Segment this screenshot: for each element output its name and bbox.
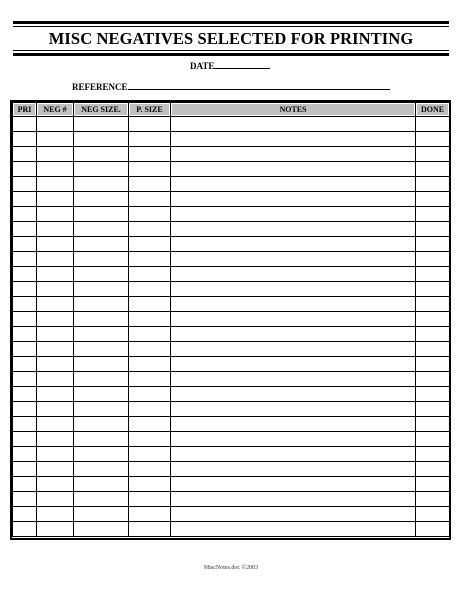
table-cell-notes[interactable] [171,252,416,267]
table-cell-neg-size[interactable] [74,342,129,357]
negatives-table [12,102,450,537]
table-cell-neg-num[interactable] [37,402,74,417]
table-row [13,267,450,282]
table-row [13,297,450,312]
table-cell-p-size[interactable] [129,147,171,162]
table-cell-neg-size[interactable] [74,297,129,312]
table-cell-done[interactable] [416,402,450,417]
table-row [13,237,450,252]
date-blank-line[interactable] [214,60,270,69]
table-cell-done[interactable] [416,177,450,192]
table-cell-pri[interactable] [13,402,37,417]
table-cell-notes[interactable] [171,417,416,432]
table-cell-neg-num[interactable] [37,477,74,492]
table-cell-pri[interactable] [13,357,37,372]
table-cell-p-size[interactable] [129,237,171,252]
table-cell-notes[interactable] [171,357,416,372]
table-cell-pri[interactable] [13,297,37,312]
table-cell-neg-size[interactable] [74,462,129,477]
table-cell-neg-num[interactable] [37,162,74,177]
column-header-notes: NOTES [171,103,416,117]
table-cell-notes[interactable] [171,327,416,342]
table-row [13,372,450,387]
table-cell-neg-num[interactable] [37,342,74,357]
table-cell-p-size[interactable] [129,132,171,147]
table-cell-p-size[interactable] [129,297,171,312]
table-cell-notes[interactable] [171,447,416,462]
table-cell-neg-num[interactable] [37,522,74,537]
table-cell-pri[interactable] [13,372,37,387]
table-body [13,117,450,537]
table-cell-neg-size[interactable] [74,372,129,387]
table-cell-pri[interactable] [13,477,37,492]
date-label: DATE [190,61,215,71]
table-cell-neg-num[interactable] [37,507,74,522]
table-cell-notes[interactable] [171,267,416,282]
table-cell-neg-size[interactable] [74,402,129,417]
table-cell-neg-num[interactable] [37,327,74,342]
table-row [13,222,450,237]
table-cell-p-size[interactable] [129,447,171,462]
table-cell-neg-num[interactable] [37,237,74,252]
table-cell-p-size[interactable] [129,192,171,207]
table-cell-neg-num[interactable] [37,132,74,147]
table-cell-neg-size[interactable] [74,117,129,132]
table-cell-neg-size[interactable] [74,327,129,342]
table-row [13,132,450,147]
table-cell-notes[interactable] [171,147,416,162]
table-cell-pri[interactable] [13,117,37,132]
table-cell-done[interactable] [416,147,450,162]
table-cell-done[interactable] [416,162,450,177]
table-cell-pri[interactable] [13,147,37,162]
table-cell-p-size[interactable] [129,312,171,327]
table-cell-neg-num[interactable] [37,312,74,327]
table-cell-notes[interactable] [171,342,416,357]
table-cell-done[interactable] [416,432,450,447]
table-cell-notes[interactable] [171,462,416,477]
table-cell-p-size[interactable] [129,522,171,537]
date-field[interactable] [190,60,270,71]
table-row [13,492,450,507]
table-cell-done[interactable] [416,447,450,462]
table-cell-neg-num[interactable] [37,492,74,507]
table-cell-p-size[interactable] [129,117,171,132]
table-cell-neg-size[interactable] [74,492,129,507]
table-row [13,432,450,447]
table-cell-notes[interactable] [171,297,416,312]
table-cell-done[interactable] [416,372,450,387]
table-cell-neg-num[interactable] [37,447,74,462]
table-cell-done[interactable] [416,477,450,492]
table-cell-neg-size[interactable] [74,477,129,492]
table-cell-neg-size[interactable] [74,252,129,267]
table-cell-neg-size[interactable] [74,507,129,522]
table-cell-neg-size[interactable] [74,312,129,327]
table-cell-neg-size[interactable] [74,132,129,147]
table-cell-pri[interactable] [13,507,37,522]
table-cell-pri[interactable] [13,417,37,432]
table-cell-neg-size[interactable] [74,417,129,432]
table-cell-notes[interactable] [171,222,416,237]
table-cell-pri[interactable] [13,342,37,357]
negatives-table-frame [10,100,451,540]
table-cell-p-size[interactable] [129,477,171,492]
table-cell-done[interactable] [416,522,450,537]
table-cell-neg-size[interactable] [74,192,129,207]
table-cell-p-size[interactable] [129,462,171,477]
table-cell-done[interactable] [416,342,450,357]
table-cell-done[interactable] [416,312,450,327]
table-row [13,147,450,162]
table-row [13,342,450,357]
table-row [13,207,450,222]
table-cell-p-size[interactable] [129,162,171,177]
table-row [13,117,450,132]
table-cell-p-size[interactable] [129,357,171,372]
table-row [13,477,450,492]
table-cell-done[interactable] [416,507,450,522]
table-cell-neg-num[interactable] [37,357,74,372]
table-cell-notes[interactable] [171,132,416,147]
table-row [13,192,450,207]
table-row [13,177,450,192]
table-cell-notes[interactable] [171,507,416,522]
table-cell-done[interactable] [416,357,450,372]
table-cell-neg-size[interactable] [74,207,129,222]
table-cell-neg-num[interactable] [37,387,74,402]
table-cell-notes[interactable] [171,282,416,297]
table-cell-neg-size[interactable] [74,222,129,237]
table-cell-p-size[interactable] [129,372,171,387]
table-cell-neg-num[interactable] [37,252,74,267]
title-bottom-thick-rule [13,53,449,56]
table-cell-notes[interactable] [171,312,416,327]
table-cell-done[interactable] [416,192,450,207]
table-cell-neg-num[interactable] [37,222,74,237]
table-cell-p-size[interactable] [129,402,171,417]
table-row [13,402,450,417]
table-row [13,312,450,327]
table-row [13,522,450,537]
table-cell-p-size[interactable] [129,222,171,237]
table-cell-neg-size[interactable] [74,447,129,462]
table-cell-p-size[interactable] [129,417,171,432]
table-cell-p-size[interactable] [129,207,171,222]
table-cell-neg-size[interactable] [74,237,129,252]
table-cell-neg-num[interactable] [37,207,74,222]
table-cell-pri[interactable] [13,282,37,297]
table-cell-notes[interactable] [171,162,416,177]
table-cell-notes[interactable] [171,492,416,507]
table-cell-done[interactable] [416,252,450,267]
table-cell-p-size[interactable] [129,507,171,522]
table-cell-neg-num[interactable] [37,372,74,387]
table-cell-pri[interactable] [13,237,37,252]
column-header-neg-size: NEG SIZE. [74,103,129,117]
table-cell-neg-num[interactable] [37,192,74,207]
table-cell-neg-size[interactable] [74,177,129,192]
table-cell-neg-size[interactable] [74,282,129,297]
reference-field[interactable] [72,81,390,92]
table-cell-done[interactable] [416,492,450,507]
footer-filename: MiscNotes.doc ©2003 [203,565,259,571]
table-cell-notes[interactable] [171,402,416,417]
table-cell-pri[interactable] [13,207,37,222]
table-cell-notes[interactable] [171,207,416,222]
column-header-neg-number: NEG # [37,103,74,117]
table-cell-notes[interactable] [171,477,416,492]
table-row [13,462,450,477]
table-cell-pri[interactable] [13,192,37,207]
table-cell-neg-size[interactable] [74,267,129,282]
table-row [13,282,450,297]
table-row [13,357,450,372]
table-cell-pri[interactable] [13,327,37,342]
table-cell-pri[interactable] [13,387,37,402]
table-cell-pri[interactable] [13,222,37,237]
table-cell-neg-num[interactable] [37,297,74,312]
table-cell-pri[interactable] [13,522,37,537]
table-cell-done[interactable] [416,237,450,252]
table-cell-notes[interactable] [171,522,416,537]
table-cell-pri[interactable] [13,447,37,462]
column-header-pri: PRI [13,103,37,117]
table-cell-done[interactable] [416,462,450,477]
table-cell-pri[interactable] [13,462,37,477]
table-cell-neg-num[interactable] [37,267,74,282]
table-cell-notes[interactable] [171,372,416,387]
table-row [13,387,450,402]
table-cell-p-size[interactable] [129,177,171,192]
table-cell-done[interactable] [416,282,450,297]
table-cell-neg-num[interactable] [37,117,74,132]
table-cell-neg-size[interactable] [74,162,129,177]
table-cell-neg-num[interactable] [37,177,74,192]
table-cell-p-size[interactable] [129,252,171,267]
table-cell-done[interactable] [416,132,450,147]
table-row [13,162,450,177]
table-cell-neg-size[interactable] [74,357,129,372]
table-cell-notes[interactable] [171,237,416,252]
table-cell-done[interactable] [416,207,450,222]
form-title: MISC NEGATIVES SELECTED FOR PRINTING [48,29,414,48]
table-cell-pri[interactable] [13,132,37,147]
table-cell-neg-num[interactable] [37,432,74,447]
table-cell-neg-num[interactable] [37,282,74,297]
reference-label: REFERENCE [72,82,128,92]
table-cell-done[interactable] [416,222,450,237]
table-cell-p-size[interactable] [129,342,171,357]
table-cell-done[interactable] [416,297,450,312]
table-cell-neg-num[interactable] [37,462,74,477]
table-cell-done[interactable] [416,327,450,342]
column-header-print-size: P. SIZE [129,103,171,117]
table-cell-neg-size[interactable] [74,147,129,162]
table-row [13,417,450,432]
table-cell-neg-size[interactable] [74,432,129,447]
table-cell-pri[interactable] [13,267,37,282]
table-header-row [13,103,450,117]
reference-blank-line[interactable] [128,81,390,90]
table-cell-neg-size[interactable] [74,522,129,537]
table-cell-pri[interactable] [13,177,37,192]
table-cell-neg-size[interactable] [74,387,129,402]
table-cell-done[interactable] [416,387,450,402]
table-cell-pri[interactable] [13,432,37,447]
table-cell-pri[interactable] [13,492,37,507]
table-row [13,507,450,522]
table-row [13,252,450,267]
table-cell-notes[interactable] [171,432,416,447]
table-row [13,447,450,462]
table-cell-p-size[interactable] [129,267,171,282]
table-cell-p-size[interactable] [129,282,171,297]
table-cell-pri[interactable] [13,312,37,327]
table-cell-notes[interactable] [171,177,416,192]
table-cell-p-size[interactable] [129,327,171,342]
column-header-done: DONE [416,103,450,117]
table-cell-pri[interactable] [13,252,37,267]
table-row [13,327,450,342]
table-cell-neg-num[interactable] [37,417,74,432]
table-cell-done[interactable] [416,117,450,132]
table-cell-neg-num[interactable] [37,147,74,162]
table-cell-notes[interactable] [171,192,416,207]
table-cell-notes[interactable] [171,387,416,402]
table-cell-done[interactable] [416,417,450,432]
table-cell-done[interactable] [416,267,450,282]
title-block [13,21,449,56]
table-cell-pri[interactable] [13,162,37,177]
table-cell-p-size[interactable] [129,432,171,447]
table-cell-p-size[interactable] [129,387,171,402]
table-cell-notes[interactable] [171,117,416,132]
table-cell-p-size[interactable] [129,492,171,507]
